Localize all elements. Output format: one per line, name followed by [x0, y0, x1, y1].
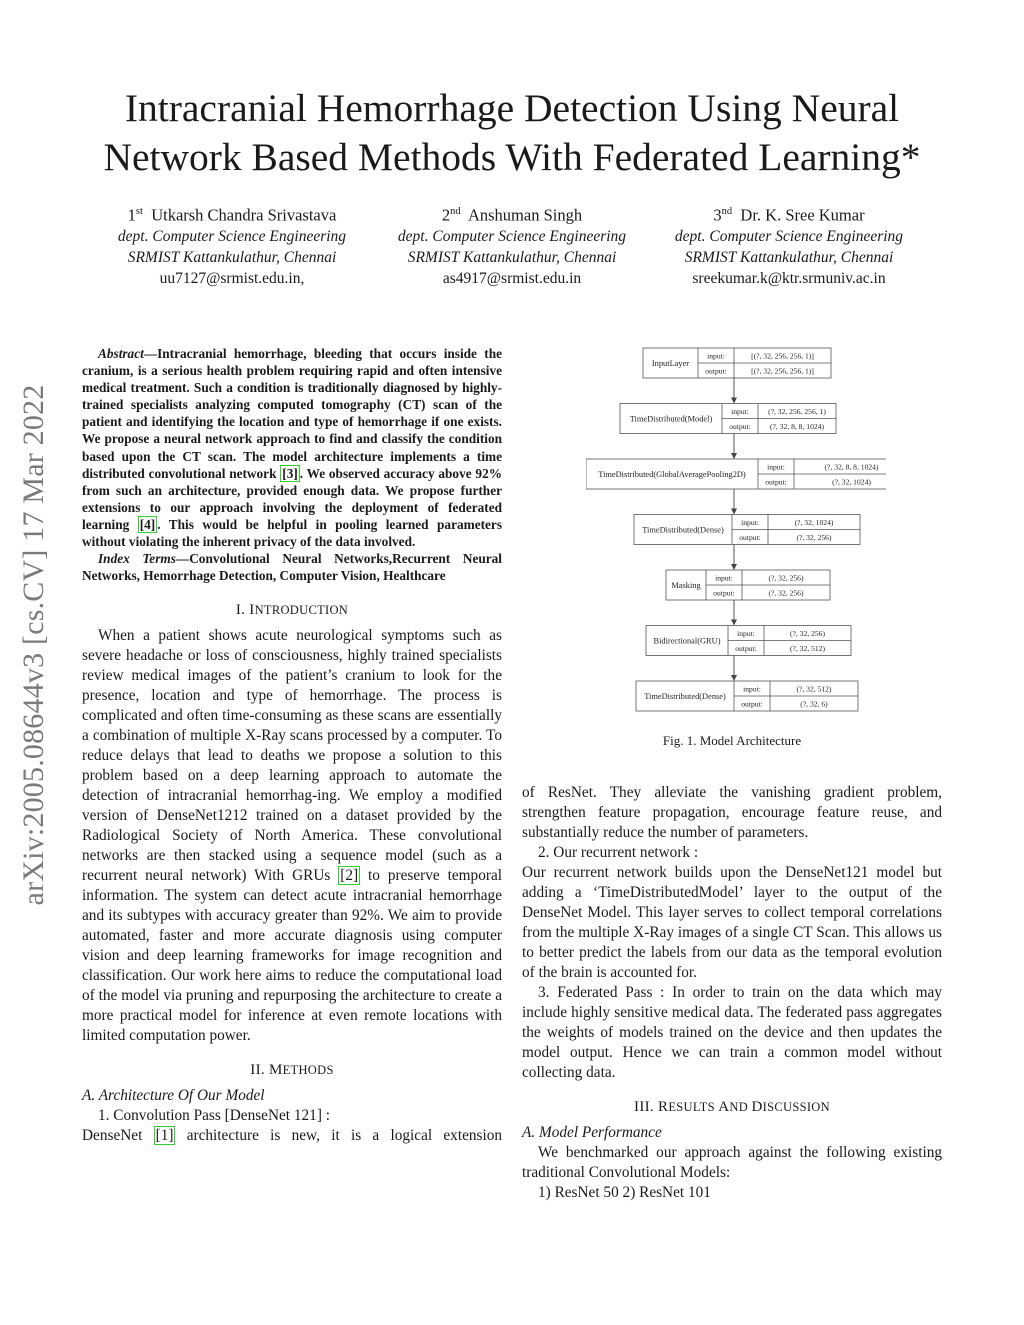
- layer-output-shape: (?, 32, 8, 8, 1024): [770, 422, 824, 431]
- index-terms-label: Index Terms: [98, 551, 176, 567]
- abstract-text: . This would be helpful in pooling learned parameters without violating the inherent privacy of the data involved.: [82, 516, 502, 550]
- citation-link[interactable]: [4]: [139, 516, 156, 532]
- layer-output-label: output:: [729, 422, 751, 431]
- author-name: Dr. K. Sree Kumar: [740, 205, 865, 225]
- method-item-1-text: [82, 1126, 502, 1146]
- layer-input-shape: (?, 32, 1024): [794, 518, 834, 527]
- author-ordinal-sup: st: [135, 206, 143, 217]
- author-ordinal-sup: nd: [450, 206, 461, 217]
- author-name: Utkarsh Chandra Srivastava: [151, 205, 337, 225]
- layer-name: InputLayer: [651, 359, 690, 368]
- section-heading-introduction: [82, 600, 502, 620]
- section-name: ND: [729, 1100, 752, 1114]
- author-ordinal: 1: [127, 205, 136, 225]
- author-ordinal: 3: [713, 205, 722, 225]
- abstract: [82, 345, 502, 550]
- citation-link[interactable]: [1]: [155, 1127, 174, 1145]
- citation-link[interactable]: [2]: [340, 867, 359, 885]
- section-name: A: [718, 1099, 730, 1115]
- section-num: III. R: [634, 1099, 669, 1115]
- layer-output-shape: (?, 32, 6): [800, 699, 828, 709]
- section-name: ETHODS: [282, 1063, 334, 1078]
- layer-input-shape: (?, 32, 256, 256, 1): [768, 407, 826, 416]
- layer-input-label: input:: [741, 518, 759, 527]
- method-item-2-text: Our recurrent network builds upon the DenseNet121 model but adding a ‘TimeDistributedModel’ layer to the output of the DenseNet Model. This layer serves to collect temporal correlations from the multiple X-Ray images of a single CT Scan. This allows us to better predict the labels from our data as the temporal evolution of the brain is accounted for.: [522, 864, 942, 981]
- author-1: [87, 201, 377, 289]
- section-name: D: [751, 1099, 763, 1115]
- layer-input-shape: (?, 32, 512): [796, 684, 832, 694]
- author-dept: dept. Computer Science Engineering: [117, 227, 347, 245]
- layer-output-label: output:: [739, 533, 761, 542]
- layer-output-shape: (?, 32, 256): [768, 588, 804, 598]
- author-org: SRMIST Kattankulathur, Chennai: [127, 248, 337, 266]
- method-item-1-heading: 1. Convolution Pass [DenseNet 121] :: [98, 1107, 330, 1125]
- method-item-2-heading: 2. Our recurrent network :: [538, 844, 699, 861]
- flow-arrow-head: [731, 620, 737, 626]
- author-dept: dept. Computer Science Engineering: [674, 227, 904, 245]
- layer-input-shape: [(?, 32, 256, 256, 1)]: [751, 351, 814, 361]
- layer-input-label: input:: [715, 573, 733, 583]
- model-architecture-diagram: [586, 340, 886, 720]
- method-text: architecture is new, it is a logical extension: [175, 1127, 503, 1145]
- layer-input-label: input:: [743, 684, 761, 694]
- flow-arrow-head: [731, 564, 737, 570]
- left-column: [82, 345, 502, 1146]
- flow-arrow-head: [731, 675, 737, 681]
- section-name: ESULTS: [668, 1100, 719, 1114]
- method-item-3-text: 3. Federated Pass : In order to train on the data which may include highly sensitive medical data. The federated pass aggregates the weights of models trained on the device and then updates the model output. Hence we can train a common model without collecting data.: [522, 984, 942, 1081]
- index-terms-text: —Convolutional Neural Networks,Recurrent Neural Networks, Hemorrhage Detection, Computer Vision, Healthcare: [82, 551, 502, 584]
- abstract-text: —Intracranial hemorrhage, bleeding that occurs inside the cranium, is a serious health problem requiring rapid and often intensive medical treatment. Such a condition is traditionally diagnosed by highly-trained specialists analyzing computed tomography (CT) scan of the patient and identifying the location and type of hemorrhage if one exists. We propose a neural network approach to find and classify the condition based upon the CT scan. The model architecture implements a time distributed convolutional network: [82, 346, 502, 481]
- section-name: ISCUSSION: [762, 1100, 830, 1114]
- arxiv-sidebar: [8, 348, 60, 943]
- right-column: [522, 783, 942, 1203]
- layer-input-shape: (?, 32, 256): [789, 629, 826, 638]
- author-dept: dept. Computer Science Engineering: [397, 227, 627, 245]
- layer-input-label: input:: [767, 462, 785, 472]
- flow-arrow-head: [731, 509, 737, 515]
- section-heading-methods: [82, 1060, 502, 1080]
- layer-output-shape: (?, 32, 256): [796, 533, 832, 542]
- layer-name: TimeDistributed(GlobalAveragePooling2D): [598, 470, 746, 479]
- arxiv-id: arXiv:2005.08644v3 [cs.CV] 17 Mar 2022: [17, 384, 50, 906]
- layer-name: TimeDistributed(Dense): [644, 692, 726, 701]
- section-heading-results: [522, 1097, 942, 1117]
- subsection-heading: A. Model Performance: [522, 1124, 662, 1141]
- author-email: as4917@srmist.edu.in: [442, 269, 582, 287]
- author-org: SRMIST Kattankulathur, Chennai: [407, 248, 617, 266]
- subsection-heading: A. Architecture Of Our Model: [82, 1087, 265, 1105]
- author-2: [367, 201, 657, 289]
- citation-link[interactable]: [3]: [282, 465, 298, 481]
- layer-output-label: output:: [713, 588, 735, 598]
- author-3: [644, 201, 934, 289]
- layer-name: Masking: [671, 581, 701, 590]
- layer-output-label: output:: [705, 366, 727, 376]
- figure-caption: Fig. 1. Model Architecture: [662, 733, 802, 748]
- layer-input-shape: (?, 32, 256): [768, 573, 804, 583]
- section-num: I. I: [235, 602, 255, 619]
- author-org: SRMIST Kattankulathur, Chennai: [684, 248, 894, 266]
- layer-name: TimeDistributed(Model): [629, 414, 713, 424]
- index-terms: [82, 550, 502, 584]
- method-text: DenseNet: [82, 1127, 154, 1145]
- layer-input-shape: (?, 32, 8, 8, 1024): [824, 462, 879, 472]
- layer-input-label: input:: [737, 629, 755, 638]
- abstract-text: . We observed accuracy above 92% from such an architecture, provided enough data. We propose further extensions to our approach involving the deployment of federated learning: [82, 465, 503, 532]
- abstract-label: Abstract: [98, 346, 144, 361]
- layer-output-label: output:: [765, 477, 787, 487]
- results-list: 1) ResNet 50 2) ResNet 101: [538, 1184, 711, 1201]
- layer-name: Bidirectional(GRU): [653, 636, 721, 646]
- intro-paragraph: [82, 626, 502, 1046]
- author-name: Anshuman Singh: [467, 205, 583, 225]
- results-paragraph: We benchmarked our approach against the following existing traditional Convolutional Models:: [522, 1144, 942, 1181]
- intro-text: to preserve temporal information. The system can detect acute intracranial hemorrhage and its subtypes with accuracy greater than 92%. We aim to provide automated, faster and more accurate diagnosis using computer vision and deep learning frameworks for image recognition and classification. Our work here aims to reduce the computational load of the model via pruning and repurposing the architecture to create a more practical model for inference at even remote locations with limited computation power.: [82, 867, 502, 1045]
- flow-arrow-head: [731, 398, 737, 404]
- section-name: NTRODUCTION: [254, 603, 349, 618]
- paper-title: Intracranial Hemorrhage Detection Using Neural Network Based Methods With Federated Learning*: [103, 86, 921, 179]
- layer-output-shape: (?, 32, 512): [789, 644, 826, 653]
- author-ordinal: 2: [441, 205, 451, 225]
- layer-input-label: input:: [707, 351, 725, 361]
- layer-output-label: output:: [735, 644, 757, 653]
- author-ordinal-sup: nd: [721, 206, 733, 217]
- author-email: sreekumar.k@ktr.srmuniv.ac.in: [692, 269, 886, 287]
- layer-output-shape: [(?, 32, 256, 256, 1)]: [751, 366, 814, 376]
- author-email: uu7127@srmist.edu.in,: [159, 269, 305, 287]
- intro-text: When a patient shows acute neurological symptoms such as severe headache or loss of consciousness, highly trained specialists review medical images of the patient’s cranium to look for the presence, location and type of hemorrhage. The process is complicated and often time-consuming as these scans are essentially a combination of multiple X-Ray scans processed by a computer. To reduce delays that lead to deaths we propose a solution to this problem based on a deep learning approach to automate the detection of intracranial hemorrhag-ing. We employ a modified version of DenseNet1212 trained on a dataset provided by the Radiological Society of North America. These convolutional networks are then stacked using a sequence model (such as a recurrent neural network) With GRUs: [82, 627, 502, 885]
- layer-input-label: input:: [731, 407, 749, 416]
- method-item-1-continuation: of ResNet. They alleviate the vanishing gradient problem, strengthen feature propagation, encourage feature reuse, and substantially reduce the number of parameters.: [522, 784, 942, 841]
- section-num: II. M: [250, 1062, 283, 1079]
- layer-output-label: output:: [741, 699, 763, 709]
- flow-arrow-head: [731, 453, 737, 459]
- layer-name: TimeDistributed(Dense): [642, 525, 724, 535]
- layer-output-shape: (?, 32, 1024): [832, 477, 871, 487]
